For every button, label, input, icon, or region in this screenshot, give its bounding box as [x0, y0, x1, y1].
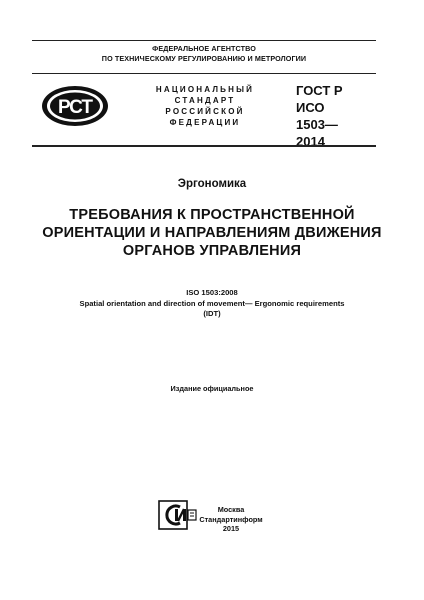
- header-rule: [32, 145, 376, 147]
- logo-letters: РСТ: [57, 97, 93, 118]
- iso-english-title: Spatial orientation and direction of movement— Ergonomic requirements: [79, 298, 345, 308]
- iso-code: ISO 1503:2008: [186, 288, 238, 297]
- agency-line-1: ФЕДЕРАЛЬНОЕ АГЕНТСТВО: [152, 44, 256, 53]
- subject-heading: Эргономика: [177, 178, 247, 190]
- publisher-city: Москва: [217, 505, 245, 514]
- agency-block: [32, 44, 376, 63]
- national-standard-label: [136, 84, 274, 128]
- publisher-year: 2015: [222, 524, 240, 533]
- standartinform-logo-icon: [158, 500, 200, 530]
- iso-equivalence: (IDT): [203, 309, 221, 318]
- national-line-2: СТАНДАРТ: [174, 96, 236, 105]
- national-line-3: РОССИЙСКОЙ: [165, 107, 245, 116]
- gost-r-certification-mark-icon: [40, 84, 110, 128]
- agency-top-rule: [32, 40, 376, 41]
- designation-line-3: 1503—: [296, 117, 338, 132]
- designation-line-1: ГОСТ Р: [296, 83, 343, 98]
- national-line-1: НАЦИОНАЛЬНЫЙ: [155, 85, 255, 94]
- designation-line-4: 2014: [296, 134, 325, 149]
- title-line-2: ОРИЕНТАЦИИ И НАПРАВЛЕНИЯМ ДВИЖЕНИЯ: [42, 225, 382, 241]
- publisher-name: Стандартинформ: [199, 514, 263, 524]
- source-stamp: [0, 495, 2, 555]
- publisher-block: [196, 505, 266, 534]
- edition-label: Издание официальное: [170, 384, 254, 393]
- document-title: [30, 206, 394, 260]
- national-line-4: ФЕДЕРАЦИИ: [169, 118, 241, 127]
- standard-designation: [296, 82, 380, 150]
- agency-line-2: ПО ТЕХНИЧЕСКОМУ РЕГУЛИРОВАНИЮ И МЕТРОЛОГИИ: [101, 53, 307, 63]
- designation-line-2: ИСО: [296, 100, 325, 115]
- international-standard-reference: [20, 288, 404, 320]
- title-line-3: ОРГАНОВ УПРАВЛЕНИЯ: [122, 243, 302, 259]
- agency-bottom-rule: [32, 73, 376, 74]
- title-line-1: ТРЕБОВАНИЯ К ПРОСТРАНСТВЕННОЙ: [69, 207, 355, 223]
